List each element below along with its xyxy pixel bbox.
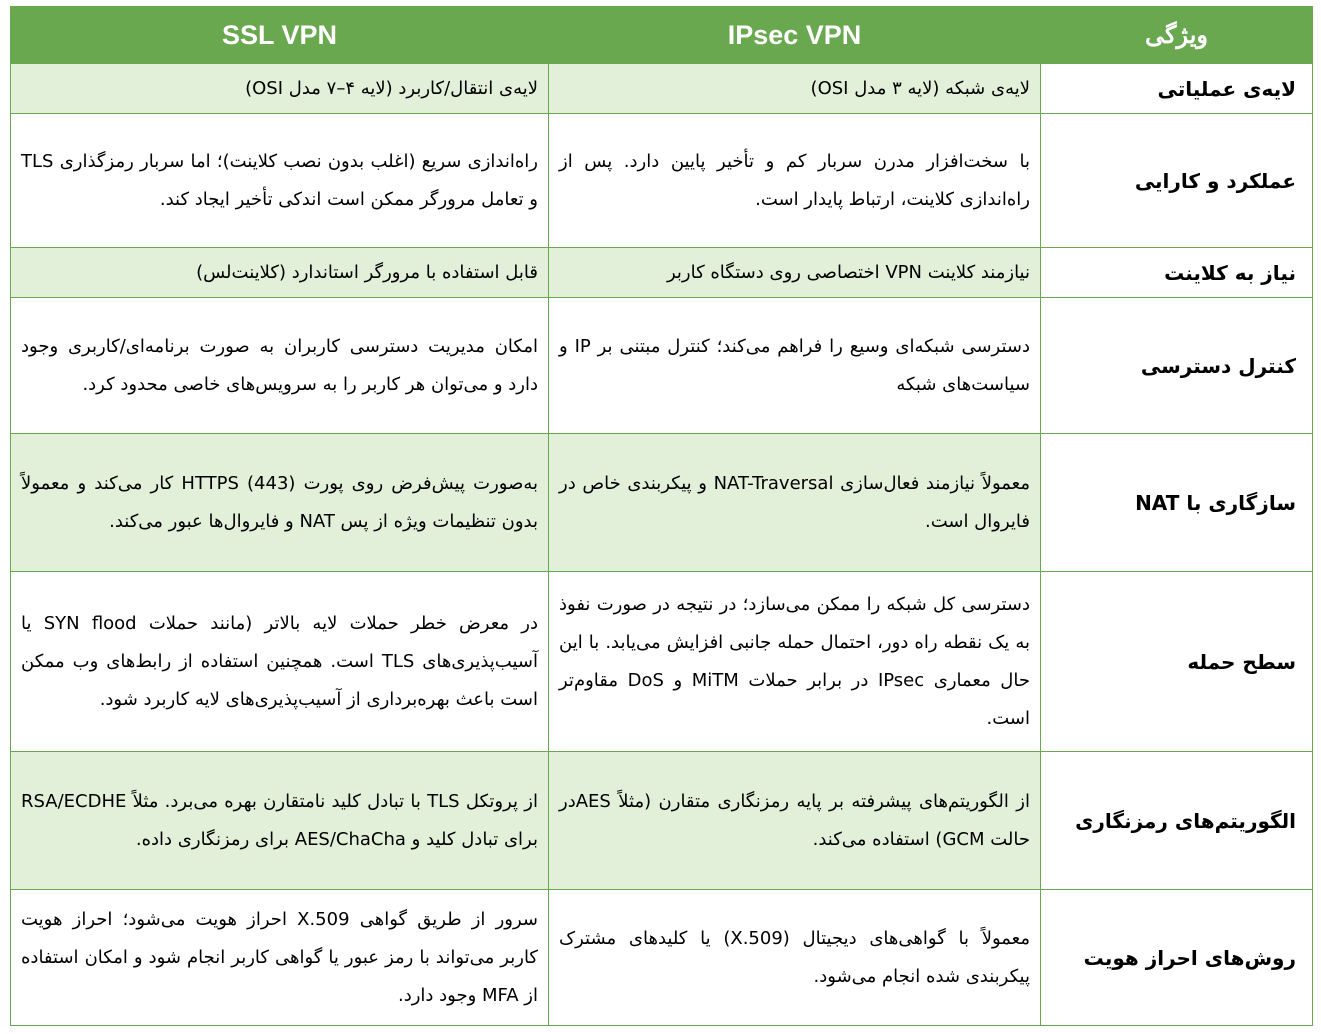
ssl-cell: راه‌اندازی سریع (اغلب بدون نصب کلاینت)؛ اما سربار رمزگذاری TLS و تعامل مرورگر ممکن است اندکی تأخیر ایجاد کند. [11,114,549,248]
table-row [11,298,1313,434]
feature-cell: روش‌های احراز هویت [1041,890,1313,1026]
ssl-cell: به‌صورت پیش‌فرض روی پورت HTTPS (443) کار می‌کند و معمولاً بدون تنظیمات ویژه از پس NAT و فایروال‌ها عبور می‌کند. [11,434,549,572]
feature-cell: سازگاری با NAT [1041,434,1313,572]
ssl-cell: لایه‌ی انتقال/کاربرد (لایه ۴–۷ مدل OSI) [11,64,549,114]
feature-cell: نیاز به کلاینت [1041,248,1313,298]
table-row [11,890,1313,1026]
feature-cell: عملکرد و کارایی [1041,114,1313,248]
feature-cell: لایه‌ی عملیاتی [1041,64,1313,114]
feature-cell: کنترل دسترسی [1041,298,1313,434]
ipsec-cell: با سخت‌افزار مدرن سربار کم و تأخیر پایین دارد. پس از راه‌اندازی کلاینت، ارتباط پایدار است. [549,114,1041,248]
feature-cell: الگوریتم‌های رمزنگاری [1041,752,1313,890]
ipsec-cell: معمولاً با گواهی‌های دیجیتال (X.509) یا کلیدهای مشترک پیکربندی شده انجام می‌شود. [549,890,1041,1026]
feature-cell: سطح حمله [1041,572,1313,752]
table-row [11,572,1313,752]
table-row [11,752,1313,890]
header-row [11,7,1313,64]
vpn-comparison-table [10,6,1313,1026]
header-ipsec: IPsec VPN [549,7,1041,64]
ipsec-cell: لایه‌ی شبکه (لایه ۳ مدل OSI) [549,64,1041,114]
table-row [11,114,1313,248]
header-ssl: SSL VPN [11,7,549,64]
ssl-cell: در معرض خطر حملات لایه بالاتر (مانند حملات SYN flood یا آسیب‌پذیری‌های TLS است. همچنین استفاده از رابط‌های وب ممکن است باعث بهره‌برداری از آسیب‌پذیری‌های لایه کاربرد شود. [11,572,549,752]
ipsec-cell: دسترسی شبکه‌ای وسیع را فراهم می‌کند؛ کنترل مبتنی بر IP و سیاست‌های شبکه [549,298,1041,434]
ssl-cell: قابل استفاده با مرورگر استاندارد (کلاینت‌لس) [11,248,549,298]
ipsec-cell: نیازمند کلاینت VPN اختصاصی روی دستگاه کاربر [549,248,1041,298]
table-row [11,64,1313,114]
table-row [11,248,1313,298]
ipsec-cell: از الگوریتم‌های پیشرفته بر پایه رمزنگاری متقارن (مثلاً AESدر حالت GCM) استفاده می‌کند. [549,752,1041,890]
table-row [11,434,1313,572]
header-feature: ویژگی [1041,7,1313,64]
ipsec-cell: معمولاً نیازمند فعال‌سازی NAT-Traversal و پیکربندی خاص در فایروال است. [549,434,1041,572]
ssl-cell: از پروتکل TLS با تبادل کلید نامتقارن بهره می‌برد. مثلاً RSA/ECDHE برای تبادل کلید و AES/ChaCha برای رمزنگاری داده. [11,752,549,890]
ssl-cell: سرور از طریق گواهی X.509 احراز هویت می‌شود؛ احراز هویت کاربر می‌تواند با رمز عبور یا گواهی کاربر انجام شود و امکان استفاده از MFA وجود دارد. [11,890,549,1026]
ssl-cell: امکان مدیریت دسترسی کاربران به صورت برنامه‌ای/کاربری وجود دارد و می‌توان هر کاربر را به سرویس‌های خاصی محدود کرد. [11,298,549,434]
ipsec-cell: دسترسی کل شبکه را ممکن می‌سازد؛ در نتیجه در صورت نفوذ به یک نقطه راه دور، احتمال حمله جانبی افزایش می‌یابد. با این حال معماری IPsec در برابر حملات MiTM و DoS مقاوم‌تر است. [549,572,1041,752]
